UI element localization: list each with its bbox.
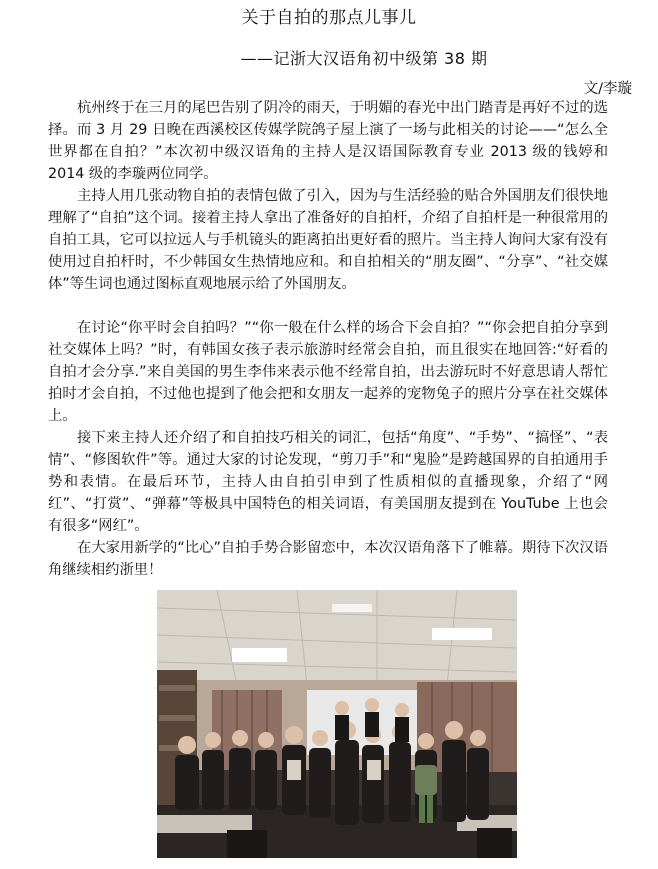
paragraph-2: 主持人用几张动物自拍的表情包做了引入，因为与生活经验的贴合外国朋友们很快地理解了“自拍”这个词。接着主持人拿出了准备好的自拍杆，介绍了自拍杆是一种很常用的自拍工具，它可以拉远人与手机镜头的距离拍出更好看的照片。当主持人询问大家有没有使用过自拍杆时，不少韩国女生热情地应和。和自拍相关的“朋友圈”、“分享”、“社交媒体”等生词也通过图标直观地展示给了外国朋友。 [48,188,608,292]
paragraph-3: 在讨论“你平时会自拍吗？”“你一般在什么样的场合下会自拍？”“你会把自拍分享到社交媒体上吗？”时，有韩国女孩子表示旅游时经常会自拍，而且很实在地回答:“好看的自拍才会分享.”来自美国的男生李伟来表示他不经常自拍，出去游玩时不好意思请人帮忙拍时才会自拍，不过他也提到了他会把和女朋友一起养的宠物兔子的照片分享在社交媒体上。 [48,320,608,424]
article-subtitle [0,47,658,71]
paragraph-1: 杭州终于在三月的尾巴告别了阴冷的雨天，于明媚的春光中出门踏青是再好不过的选择。而 3 月 29 日晚在西溪校区传媒学院鸽子屋上演了一场与此相关的讨论——“怎么全世界都在自拍？”本次初中级汉语角的主持人是汉语国际教育专业 2013 级的钱婷和 2014 级的李璇两位同学。 [48,100,608,182]
group-photo-illustration [157,590,517,858]
article-title: 关于自拍的那点儿事儿 [241,8,417,28]
ceiling-light [432,628,492,640]
ceiling-light [232,648,287,662]
article-body [48,97,608,581]
article-byline: 文/李璇 [583,81,632,97]
article-subtitle-text: ——记浙大汉语角初中级第 38 期 [240,49,488,68]
ceiling-light [332,604,372,612]
paragraph-4: 接下来主持人还介绍了和自拍技巧相关的词汇，包括“角度”、“手势”、“搞怪”、“表情”、“修图软件”等。通过大家的讨论发现，“剪刀手”和“鬼脸”是跨越国界的自拍通用手势和表情。在最后环节，主持人由自拍引申到了性质相似的直播现象，介绍了“网红”、“打赏”、“弹幕”等极具中国特色的相关词语，有美国朋友提到在 YouTube 上也会有很多“网红”。 [48,430,608,534]
paragraph-5: 在大家用新学的“比心”自拍手势合影留恋中，本次汉语角落下了帷幕。期待下次汉语角继续相约浙里！ [48,540,608,578]
group-photo [157,590,517,858]
